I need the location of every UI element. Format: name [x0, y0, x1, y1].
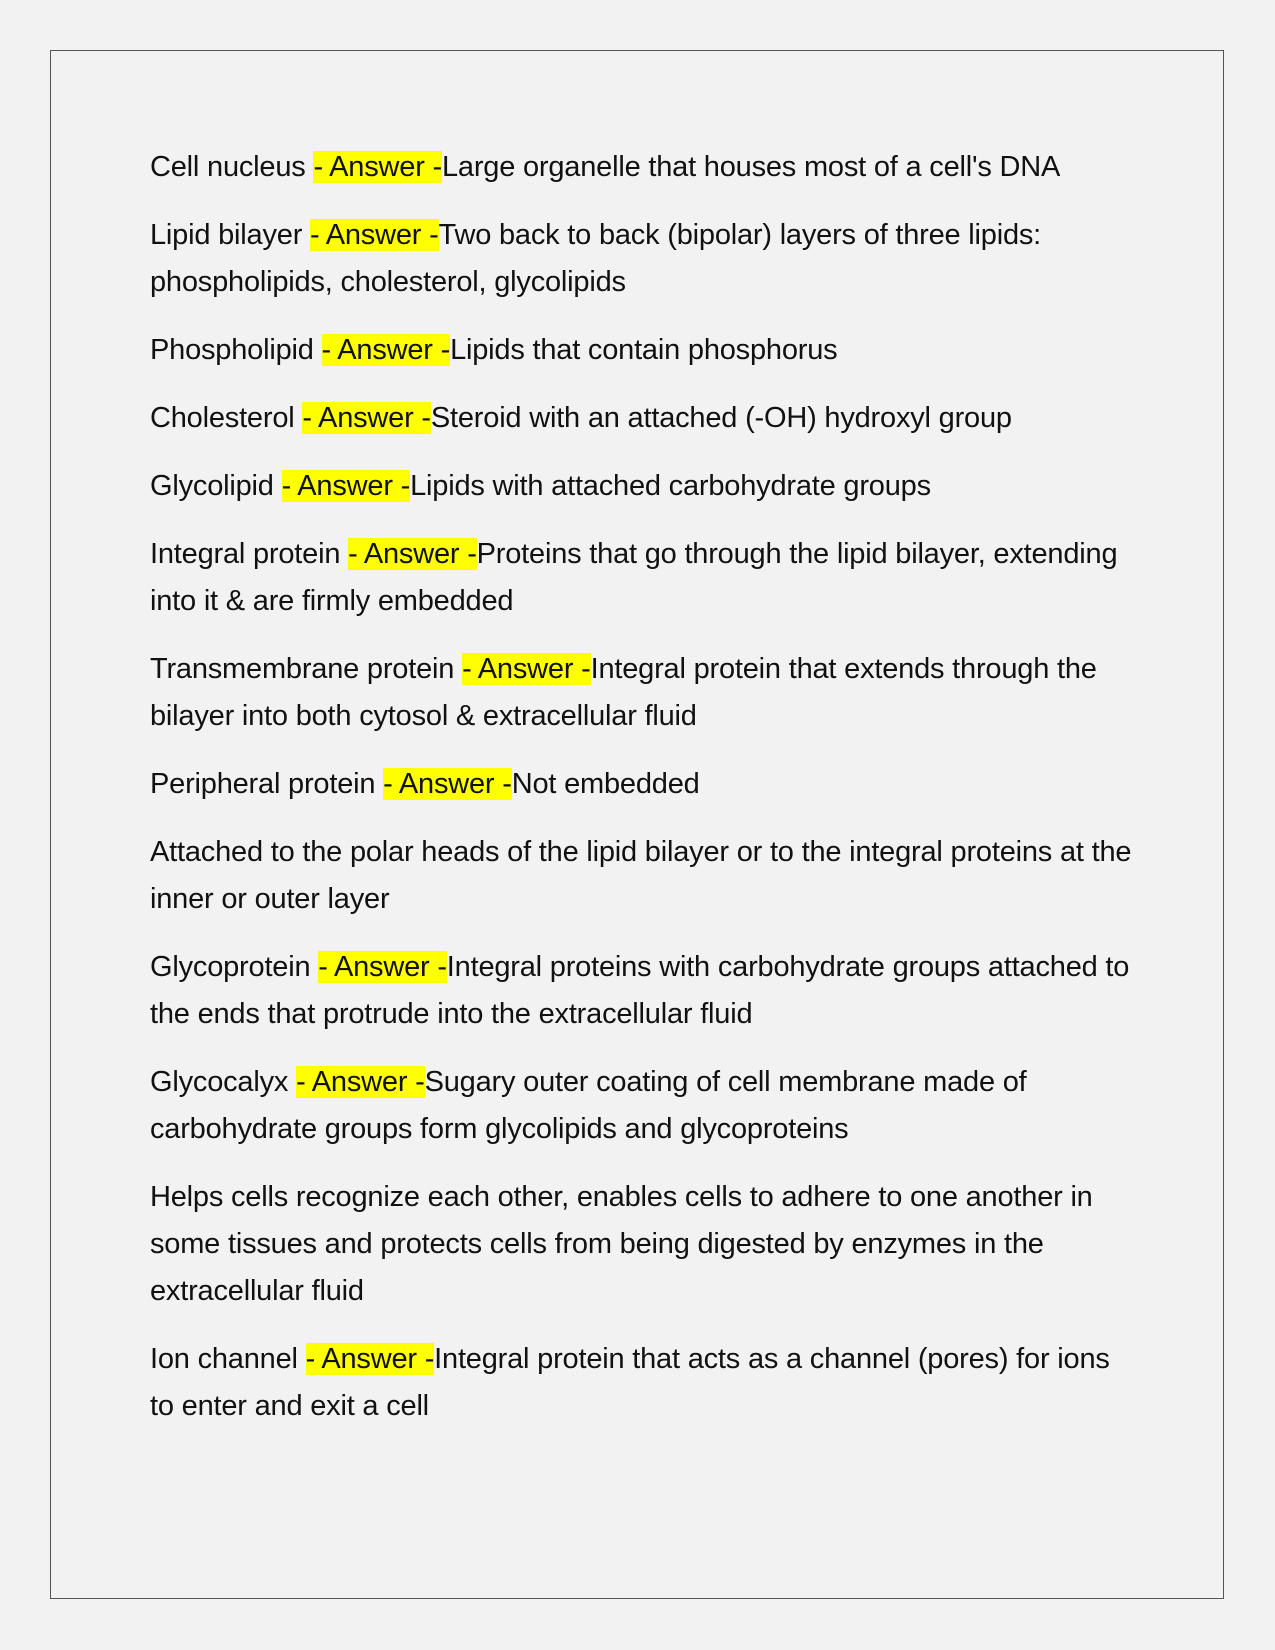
answer-marker: - Answer -: [321, 334, 451, 366]
entry-peripheral-protein: [150, 761, 1140, 808]
answer-marker: - Answer -: [281, 470, 411, 502]
entry-ion-channel: [150, 1336, 1140, 1430]
definition: Large organelle that houses most of a cell's DNA: [441, 151, 1061, 183]
answer-marker: - Answer -: [302, 402, 431, 434]
term: Phospholipid: [150, 334, 322, 366]
definition: Steroid with an attached (-OH) hydroxyl group: [430, 402, 1012, 434]
term: Transmembrane protein: [150, 653, 463, 685]
entry-lipid-bilayer: [150, 212, 1140, 306]
term: Glycolipid: [150, 470, 282, 502]
definition: Not embedded: [511, 768, 700, 800]
definition: Proteins that go through the lipid bilayer, extending into it & are firmly embedded: [150, 538, 1118, 617]
entry-glycocalyx: [150, 1059, 1140, 1153]
entry-transmembrane-protein: [150, 646, 1140, 740]
definition: Integral proteins with carbohydrate groups attached to the ends that protrude into the extracellular fluid: [150, 951, 1130, 1030]
answer-marker: - Answer -: [383, 768, 512, 800]
answer-marker: - Answer -: [310, 219, 439, 251]
entry-cell-nucleus: [150, 144, 1140, 191]
term: Cholesterol: [150, 402, 303, 434]
answer-marker: - Answer -: [296, 1066, 425, 1098]
definition: Lipids with attached carbohydrate groups: [410, 470, 931, 502]
answer-marker: - Answer -: [313, 151, 442, 183]
note-glycocalyx: Helps cells recognize each other, enables cells to adhere to one another in some tissues and protects cells from being digested by enzymes in the extracellular fluid: [150, 1181, 1093, 1307]
entry-integral-protein: [150, 531, 1140, 625]
definition: Integral protein that extends through the bilayer into both cytosol & extracellular fluid: [150, 653, 1097, 732]
document-body: [150, 144, 1140, 1451]
entry-glycoprotein: [150, 944, 1140, 1038]
term: Glycocalyx: [150, 1066, 297, 1098]
entry-glycolipid: [150, 463, 1140, 510]
note-peripheral-protein: Attached to the polar heads of the lipid bilayer or to the integral proteins at the inner or outer layer: [150, 836, 1132, 915]
definition: Two back to back (bipolar) layers of three lipids: phospholipids, cholesterol, glycolipids: [150, 219, 1042, 298]
definition: Sugary outer coating of cell membrane made of carbohydrate groups form glycolipids and glycoproteins: [150, 1066, 1027, 1145]
term: Cell nucleus: [150, 151, 314, 183]
term: Lipid bilayer: [150, 219, 311, 251]
term: Ion channel: [150, 1343, 306, 1375]
term: Peripheral protein: [150, 768, 384, 800]
definition: Lipids that contain phosphorus: [450, 334, 838, 366]
entry-phospholipid: [150, 327, 1140, 374]
answer-marker: - Answer -: [305, 1343, 435, 1375]
definition: Integral protein that acts as a channel (pores) for ions to enter and exit a cell: [150, 1343, 1110, 1422]
answer-marker: - Answer -: [318, 951, 447, 983]
term: Glycoprotein: [150, 951, 319, 983]
entry-cholesterol: [150, 395, 1140, 442]
answer-marker: - Answer -: [348, 538, 477, 570]
term: Integral protein: [150, 538, 349, 570]
answer-marker: - Answer -: [462, 653, 591, 685]
